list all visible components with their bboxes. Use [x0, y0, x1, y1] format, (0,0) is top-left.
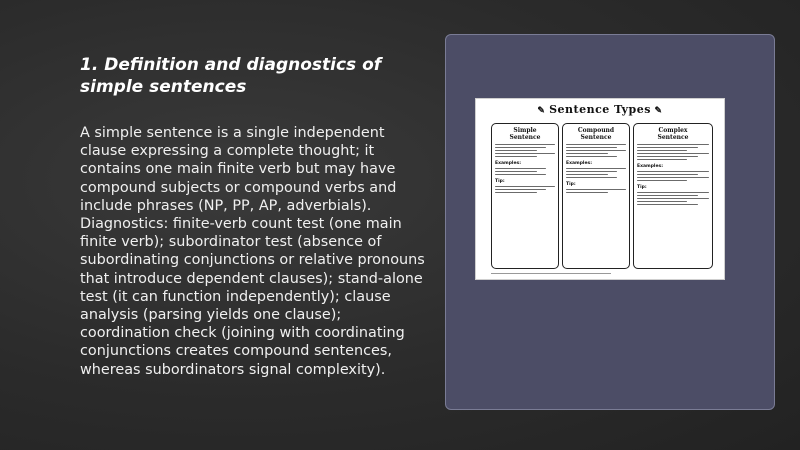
- worksheet-column-simple: [491, 123, 559, 269]
- worksheet-footer-line: [491, 273, 611, 274]
- column-heading: Compound Sentence: [577, 127, 615, 141]
- worksheet-column-complex: [633, 123, 713, 269]
- tip-label: Tip:: [566, 182, 576, 188]
- sparkle-icon: ✎: [537, 106, 550, 116]
- sparkle-icon: ✎: [650, 106, 663, 116]
- column-heading: Simple Sentence: [509, 127, 541, 141]
- column-heading: Complex Sentence: [657, 127, 689, 141]
- worksheet-column-compound: [562, 123, 630, 269]
- examples-label: Examples:: [495, 161, 521, 167]
- examples-label: Examples:: [637, 164, 663, 170]
- tip-label: Tip:: [637, 185, 647, 191]
- tip-label: Tip:: [495, 179, 505, 185]
- slide-heading: 1. Definition and diagnostics of simple sentences: [80, 55, 382, 97]
- sentence-types-worksheet-image: [475, 98, 725, 280]
- worksheet-title: [476, 103, 724, 116]
- examples-label: Examples:: [566, 161, 592, 167]
- worksheet-title-text: Sentence Types: [549, 103, 651, 116]
- slide-body-text: A simple sentence is a single independent clause expressing a complete thought; it contains one main finite verb but may have compound subjects or compound verbs and include phrases (NP, PP, AP, adverbials). Diagnostics: finite-verb count test (one main finite verb); subordinator test (absence of subordinating conjunctions or relative pronouns that introduce dependent clauses); stand-alone test (it can function independently); clause analysis (parsing yields one clause); coordination check (joining with coordinating conjunctions creates compound sentences, whereas subordinators signal complexity).: [80, 125, 425, 378]
